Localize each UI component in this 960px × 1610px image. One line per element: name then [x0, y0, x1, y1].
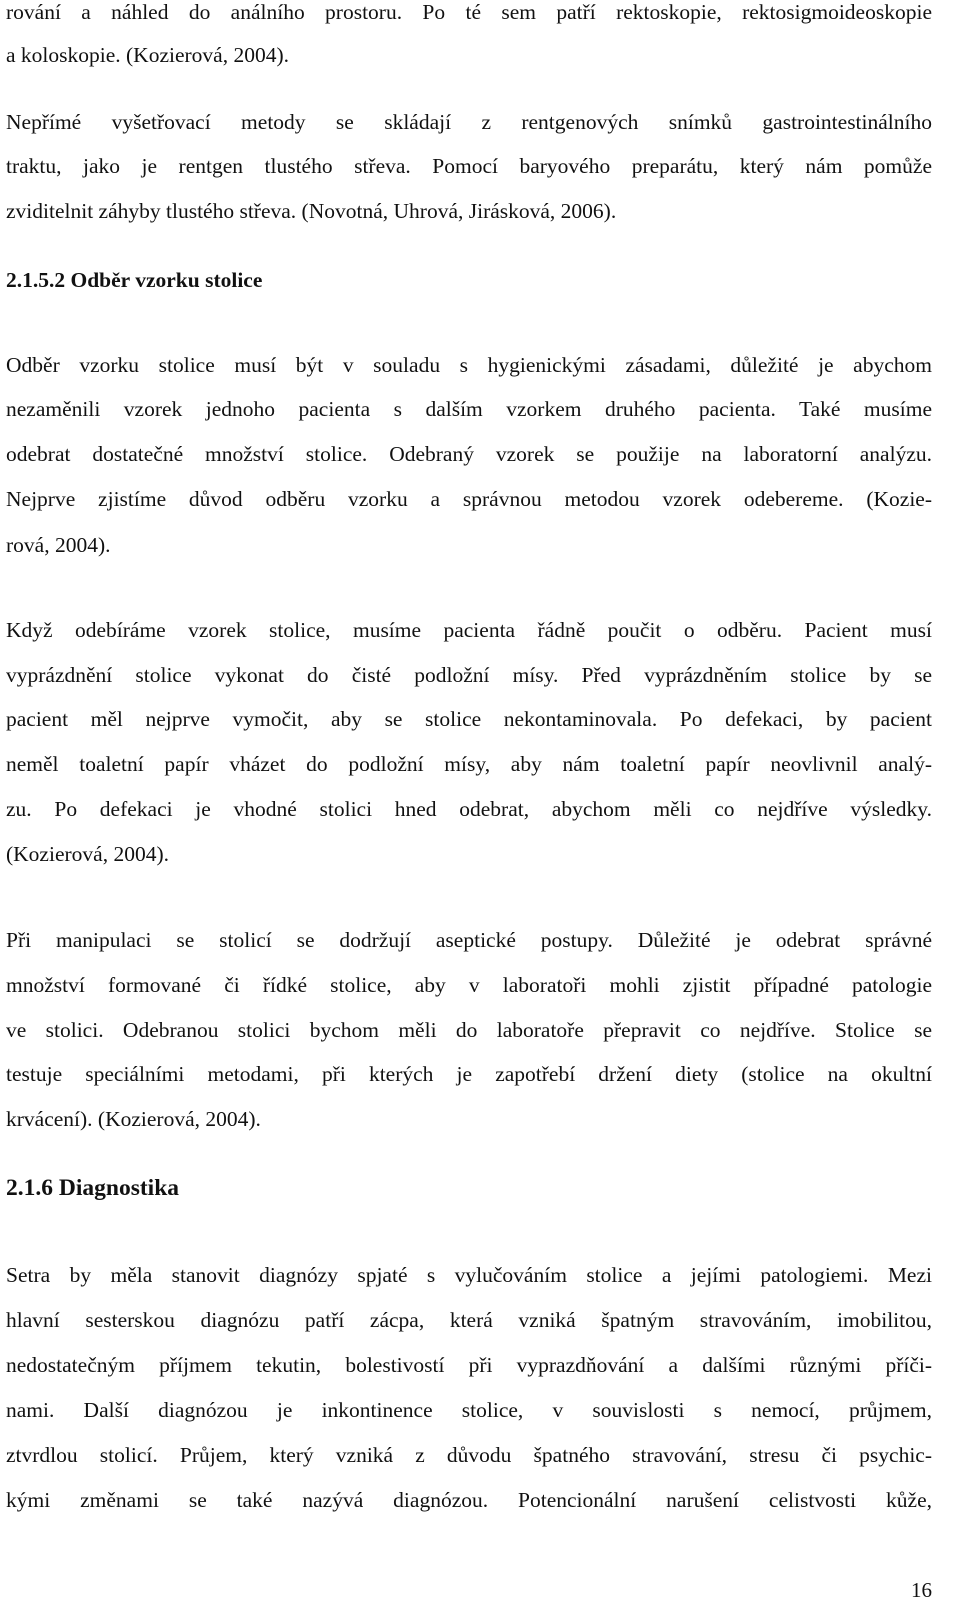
text-line: (Kozierová, 2004).: [6, 842, 169, 866]
text-line: zu. Po defekaci je vhodné stolici hned odebrat, abychom měli co nejdříve výsledky.: [6, 797, 932, 821]
text-line: nami. Další diagnózou je inkontinence stolice, v souvislosti s nemocí, průjmem,: [6, 1398, 932, 1422]
text-line: Setra by měla stanovit diagnózy spjaté s vylučováním stolice a jejími patologiemi. Mezi: [6, 1263, 932, 1287]
text-line: testuje speciálními metodami, při kterých je zapotřebí držení diety (stolice na okultní: [6, 1062, 932, 1086]
text-line: zviditelnit záhyby tlustého střeva. (Novotná, Uhrová, Jirásková, 2006).: [6, 199, 617, 223]
text-line: množství formované či řídké stolice, aby v laboratoři mohli zjistit případné patologie: [6, 973, 932, 997]
text-line: krvácení). (Kozierová, 2004).: [6, 1107, 261, 1131]
text-line: Při manipulaci se stolicí se dodržují aseptické postupy. Důležité je odebrat správné: [6, 928, 932, 952]
text-line: nezaměnili vzorek jednoho pacienta s dalším vzorkem druhého pacienta. Také musíme: [6, 397, 932, 421]
text-line: traktu, jako je rentgen tlustého střeva. Pomocí baryového preparátu, který nám pomůže: [6, 154, 932, 178]
text-line: Když odebíráme vzorek stolice, musíme pacienta řádně poučit o odběru. Pacient musí: [6, 618, 932, 642]
section-heading: 2.1.5.2 Odběr vzorku stolice: [6, 268, 263, 292]
text-line: Nepřímé vyšetřovací metody se skládají z rentgenových snímků gastrointestinálního: [6, 110, 932, 134]
text-line: Odběr vzorku stolice musí být v souladu s hygienickými zásadami, důležité je abychom: [6, 353, 932, 377]
text-line: Nejprve zjistíme důvod odběru vzorku a správnou metodou vzorek odebereme. (Kozie-: [6, 487, 932, 511]
text-line: hlavní sesterskou diagnózu patří zácpa, která vzniká špatným stravováním, imobilitou,: [6, 1308, 932, 1332]
text-line: nedostatečným příjmem tekutin, bolestivostí při vyprazdňování a dalšími různými příči-: [6, 1353, 932, 1377]
text-line: vyprázdnění stolice vykonat do čisté podložní mísy. Před vyprázdněním stolice by se: [6, 663, 932, 687]
page-number: 16: [911, 1578, 932, 1602]
text-line: a koloskopie. (Kozierová, 2004).: [6, 43, 290, 67]
text-line: pacient měl nejprve vymočit, aby se stolice nekontaminovala. Po defekaci, by pacient: [6, 707, 932, 731]
text-line: kými změnami se také nazývá diagnózou. Potencionální narušení celistvosti kůže,: [6, 1488, 932, 1512]
text-line: neměl toaletní papír vházet do podložní mísy, aby nám toaletní papír neovlivnil analý-: [6, 752, 932, 776]
text-line: odebrat dostatečné množství stolice. Odebraný vzorek se použije na laboratorní analýzu.: [6, 442, 932, 466]
text-line: rování a náhled do análního prostoru. Po té sem patří rektoskopie, rektosigmoideoskopie: [6, 0, 932, 24]
text-line: rová, 2004).: [6, 533, 111, 557]
text-line: ve stolici. Odebranou stolici bychom měli do laboratoře přepravit co nejdříve. Stolice se: [6, 1018, 932, 1042]
text-line: ztvrdlou stolicí. Průjem, který vzniká z důvodu špatného stravování, stresu či psychic-: [6, 1443, 932, 1467]
section-heading: 2.1.6 Diagnostika: [6, 1175, 180, 1201]
